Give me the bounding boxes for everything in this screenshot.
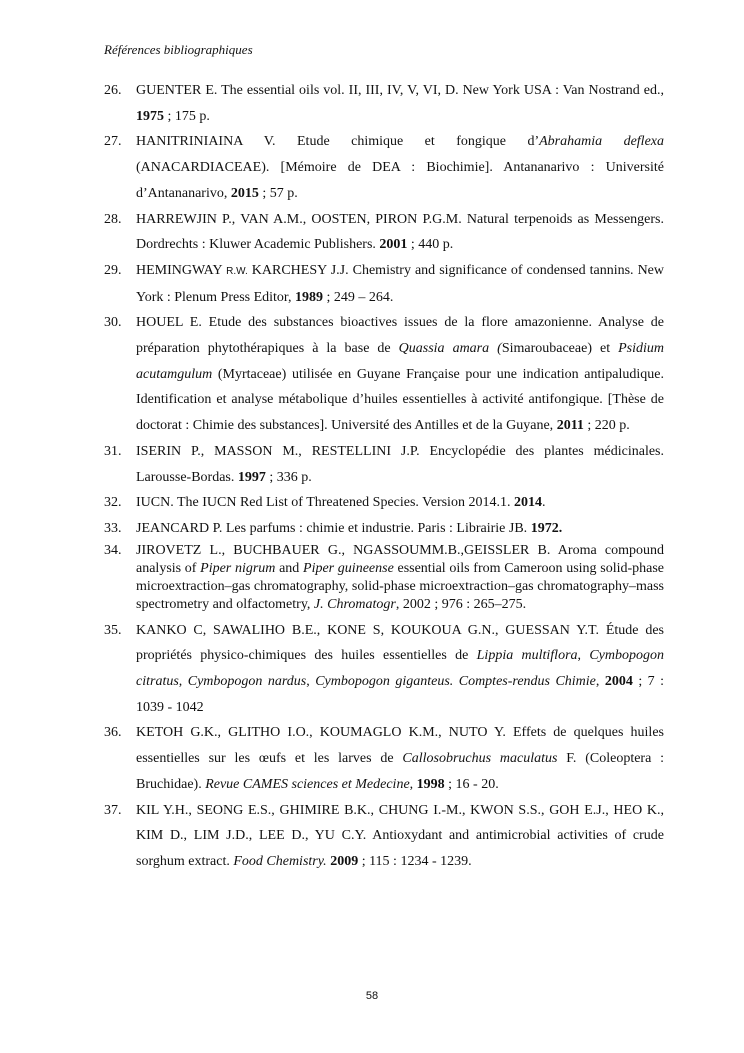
reference-number: 37. — [104, 802, 122, 818]
reference-text-run: Simaroubaceae) et — [501, 341, 619, 357]
reference-text-run: HOUEL E. Etude des substances bioactives issues de la flore amazonienne. Analyse de préparation phytothérapiques à la base de — [136, 315, 664, 357]
reference-text-run: , — [595, 674, 605, 690]
reference-text-run: ; 115 : 1234 - 1239. — [358, 853, 472, 869]
reference-entry — [104, 258, 664, 310]
reference-text-run: Piper nigrum — [200, 560, 276, 576]
reference-text-run: ISERIN P., MASSON M., RESTELLINI J.P. Encyclopédie des plantes médicinales. Larousse-Bordas. — [136, 443, 664, 485]
reference-text-run: , — [577, 648, 590, 664]
reference-number: 34. — [104, 542, 122, 558]
reference-entry — [104, 798, 664, 875]
reference-text-run: IUCN. The IUCN Red List of Threatened Species. Version 2014.1. — [136, 495, 514, 511]
reference-text-run: KETOH G.K., GLITHO I.O., KOUMAGLO K.M., NUTO Y. Effets de quelques huiles essentielles sur les œufs et les larves de — [136, 725, 664, 767]
reference-text-run: 2014 — [513, 495, 542, 511]
reference-text-run: Cymbopogon nardus — [187, 674, 307, 690]
reference-number: 26. — [104, 83, 122, 98]
reference-text — [136, 490, 664, 516]
reference-text-run: 1972. — [530, 520, 563, 536]
reference-text-run: Cymbopogon citratus — [136, 648, 664, 690]
reference-text-run: ; 220 p. — [583, 418, 630, 434]
reference-text-run: ; 249 – 264. — [323, 289, 394, 305]
reference-text — [136, 720, 664, 797]
reference-text-run: , — [178, 674, 188, 690]
reference-text-run: Lippia multiflora — [476, 648, 578, 664]
reference-text-run: and — [275, 560, 304, 576]
page-number: 58 — [365, 990, 379, 1002]
reference-entry — [104, 78, 664, 129]
reference-text-run: 2015 — [230, 185, 259, 201]
reference-text — [136, 129, 664, 206]
reference-text — [136, 542, 664, 614]
reference-text-run: 2011 — [556, 418, 584, 434]
reference-text-run: JIROVETZ L., BUCHBAUER G., NGASSOUMM.B.,GEISSLER B. Aroma compound analysis of — [136, 542, 664, 576]
reference-text-run: 1997 — [237, 469, 266, 485]
reference-entry — [104, 310, 664, 439]
reference-text-run: ; 336 p. — [265, 469, 312, 485]
reference-text — [136, 207, 664, 258]
reference-text — [136, 439, 664, 490]
reference-text-run: Revue CAMES sciences et Medecine — [205, 776, 410, 792]
reference-number: 36. — [104, 725, 122, 741]
running-header: Références bibliographiques — [104, 42, 253, 57]
reference-entry — [104, 542, 664, 614]
reference-text-run: HEMINGWAY — [136, 262, 227, 278]
reference-number: 35. — [104, 622, 122, 638]
reference-text-run: Quassia amara ( — [398, 341, 502, 357]
reference-entry — [104, 618, 664, 721]
reference-text-run: , 2002 ; 976 : 265–275. — [395, 596, 527, 612]
reference-text — [136, 618, 664, 721]
reference-text-run: essential oils from Cameroon using solid-phase microextraction–gas chromatography, solid-phase microextraction–gas chromatography–mass spectrometry and olfactometry, — [136, 560, 665, 612]
reference-text-run: ; 57 p. — [258, 185, 298, 201]
reference-text-run: KIL Y.H., SEONG E.S., GHIMIRE B.K., CHUNG I.-M., KWON S.S., GOH E.J., HEO K., KIM D., LIM J.D., LEE D., YU C.Y. Antioxydant and antimicrobial activities of crude sorghum extract. — [136, 802, 664, 869]
reference-text — [136, 258, 664, 310]
reference-text-run: KANKO C, SAWALIHO B.E., KONE S, KOUKOUA G.N., GUESSAN Y.T. Étude des propriétés physico-chimiques des huiles essentielles de — [136, 622, 664, 664]
reference-text-run: Food Chemistry. — [233, 853, 327, 869]
reference-text — [136, 516, 664, 542]
reference-text-run: JEANCARD P. Les parfums : chimie et industrie. Paris : Librairie JB. — [136, 520, 531, 536]
reference-text-run: HANITRINIAINA V. Etude chimique et fongique d’ — [136, 134, 540, 150]
reference-text — [136, 310, 664, 439]
reference-number: 30. — [104, 315, 122, 331]
reference-text-run: (Myrtaceae) utilisée en Guyane Française pour une indication antipaludique. Identification et analyse métabolique d’huiles essentielles à activité antifongique. [Thèse de doctorat : Chimie des substances]. Université des Antilles et de la Guyane, — [136, 366, 664, 434]
reference-number: 32. — [104, 495, 122, 511]
reference-text-run: R.W. — [226, 265, 248, 277]
reference-text — [136, 798, 664, 875]
reference-text-run: Callosobruchus maculatus — [402, 751, 558, 767]
reference-entry — [104, 490, 664, 516]
reference-number: 28. — [104, 211, 122, 227]
reference-text-run: 2009 — [330, 853, 359, 869]
reference-text-run: J. Chromatogr — [313, 596, 396, 612]
reference-text-run: Piper guineense — [303, 560, 394, 576]
reference-text-run: 1998 — [416, 776, 445, 792]
reference-number: 31. — [104, 443, 122, 459]
reference-text-run: ; 175 p. — [164, 108, 210, 124]
reference-text-run: Psidium acutamgulum — [136, 341, 665, 382]
reference-text-run: (ANACARDIACEAE). [Mémoire de DEA : Biochimie]. Antananarivo : Université d’Antananarivo, — [136, 160, 664, 201]
reference-entry — [104, 129, 664, 206]
reference-text-run: 1975 — [136, 108, 164, 124]
reference-text-run: F. (Coleoptera : Bruchidae). — [136, 751, 664, 792]
reference-text-run: . — [541, 495, 546, 511]
reference-number: 29. — [104, 262, 122, 278]
reference-text-run: ; 7 : 1039 - 1042 — [136, 674, 665, 715]
reference-text-run: ; 16 - 20. — [444, 776, 499, 792]
reference-text-run: HARREWJIN P., VAN A.M., OOSTEN, PIRON P.G.M. Natural terpenoids as Messengers. Dordrechts : Kluwer Academic Publishers. — [136, 211, 664, 253]
reference-entry — [104, 439, 664, 490]
reference-text-run: Cymbopogon giganteus. Comptes-rendus Chimie — [315, 674, 596, 690]
reference-text-run: 2004 — [604, 674, 633, 690]
reference-text — [136, 78, 664, 129]
reference-list — [104, 78, 664, 875]
reference-text-run: KARCHESY J.J. Chemistry and significance of condensed tannins. New York : Plenum Press Editor, — [136, 262, 665, 305]
reference-text-run: 2001 — [379, 237, 408, 253]
reference-entry — [104, 720, 664, 797]
reference-text-run: Abrahamia deflexa — [539, 134, 665, 150]
reference-entry — [104, 516, 664, 542]
reference-number: 27. — [104, 134, 122, 150]
reference-entry — [104, 207, 664, 258]
reference-text-run: , — [306, 674, 316, 690]
reference-text-run: ; 440 p. — [407, 237, 454, 253]
reference-text-run: , — [409, 776, 417, 792]
reference-number: 33. — [104, 520, 122, 536]
reference-text-run: 1989 — [295, 289, 324, 305]
reference-text-run: GUENTER E. The essential oils vol. II, III, IV, V, VI, D. New York USA : Van Nostrand ed., — [136, 83, 664, 98]
